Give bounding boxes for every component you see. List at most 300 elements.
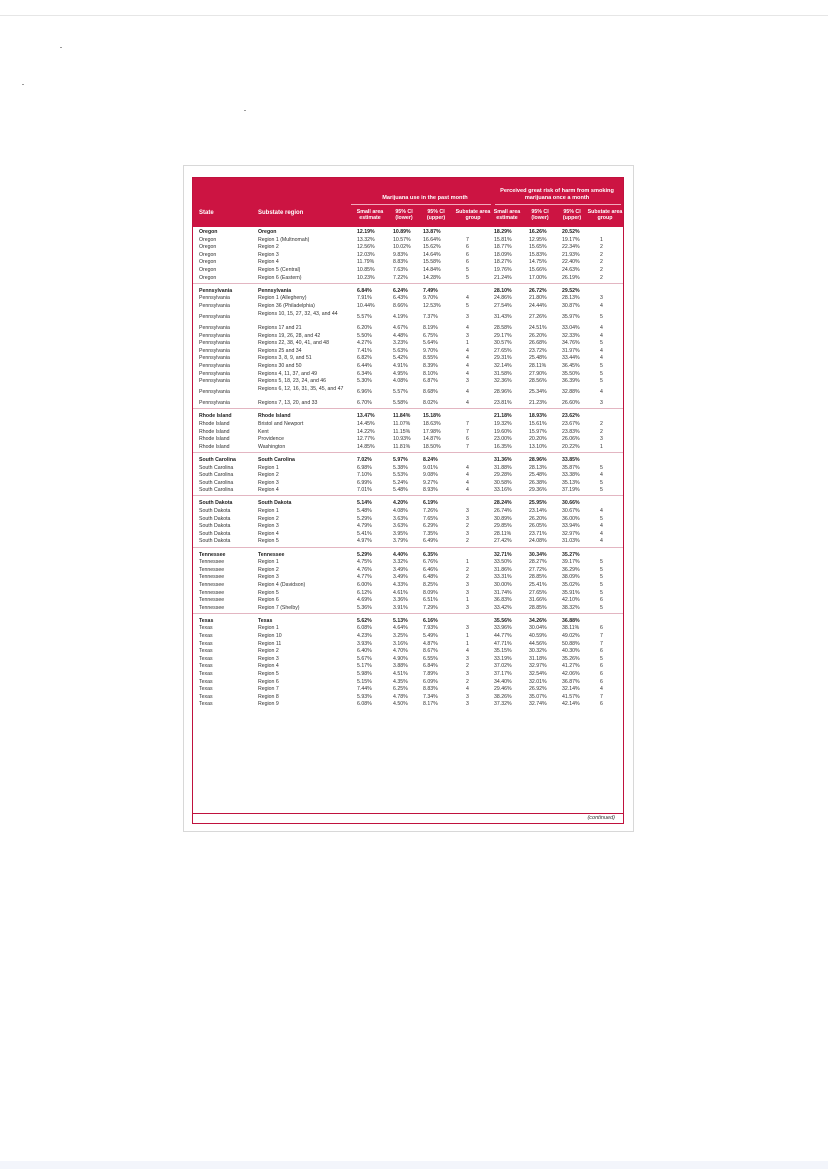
cell-v4: 33.50%: [494, 559, 512, 566]
cell-g2: 5: [600, 370, 603, 377]
cell-g1: 4: [466, 464, 469, 471]
cell-region: Region 6: [258, 678, 279, 685]
cell-g1: 7: [466, 236, 469, 243]
cell-g1: 4: [466, 295, 469, 302]
cell-state: Texas: [199, 701, 213, 708]
cell-v6: 33.85%: [562, 456, 580, 463]
cell-v4: 35.56%: [494, 617, 512, 624]
cell-v3: 8.83%: [423, 686, 438, 693]
cell-region: Kent: [258, 428, 269, 435]
cell-region: South Dakota: [258, 500, 292, 507]
cell-v3: 8.68%: [423, 388, 438, 395]
cell-v1: 14.85%: [357, 443, 375, 450]
cell-region: Region 1 (Multnomah): [258, 236, 310, 243]
cell-v1: 7.41%: [357, 347, 372, 354]
cell-v5: 24.44%: [529, 302, 547, 309]
cell-v3: 15.18%: [423, 413, 441, 420]
cell-v6: 35.87%: [562, 464, 580, 471]
cell-state: South Carolina: [199, 464, 234, 471]
cell-state: Pennsylvania: [199, 287, 233, 294]
cell-g1: 3: [466, 671, 469, 677]
cell-g1: 6: [466, 436, 469, 443]
cell-v4: 28.10%: [494, 287, 512, 294]
table-row: [193, 486, 623, 494]
cell-v6: 35.13%: [562, 479, 580, 486]
cell-v4: 47.71%: [494, 640, 512, 647]
cell-state: Oregon: [199, 274, 217, 281]
cell-v6: 24.63%: [562, 267, 580, 273]
cell-region: Oregon: [258, 229, 277, 235]
cell-g1: 6: [466, 251, 469, 258]
cell-state: South Dakota: [199, 515, 231, 522]
cell-v2: 5.13%: [393, 617, 408, 624]
cell-v1: 7.02%: [357, 456, 372, 463]
cell-g2: 2: [600, 251, 603, 258]
cell-g2: 6: [600, 701, 603, 708]
cell-v4: 31.43%: [494, 313, 512, 320]
cell-v6: 35.97%: [562, 313, 580, 320]
cell-state: Texas: [199, 663, 213, 670]
cell-g2: 2: [600, 274, 603, 281]
cell-v2: 6.43%: [393, 295, 408, 302]
cell-state: South Dakota: [199, 523, 231, 530]
cell-region: Regions 19, 26, 28, and 42: [258, 332, 321, 339]
table-row: [193, 274, 623, 282]
cell-v4: 33.31%: [494, 574, 512, 581]
cell-v3: 6.49%: [423, 538, 438, 545]
cell-v3: 9.70%: [423, 347, 438, 354]
cell-v3: 7.37%: [423, 313, 438, 320]
cell-g2: 6: [600, 625, 603, 632]
cell-g2: 6: [600, 648, 603, 655]
cell-region: Region 4: [258, 663, 279, 670]
cell-v1: 4.77%: [357, 574, 372, 581]
cell-region: Region 6 (Eastern): [258, 274, 302, 281]
cell-v1: 6.34%: [357, 370, 372, 377]
cell-v5: 15.97%: [529, 428, 547, 435]
cell-v2: 7.63%: [393, 267, 408, 273]
cell-v5: 32.54%: [529, 671, 547, 677]
cell-g2: 5: [600, 581, 603, 588]
cell-v6: 35.02%: [562, 581, 580, 588]
cell-g2: 5: [600, 340, 603, 347]
table-row: [193, 604, 623, 612]
cell-v2: 3.16%: [393, 640, 408, 647]
cell-g2: 5: [600, 464, 603, 471]
cell-v2: 5.58%: [393, 400, 408, 407]
cell-v6: 36.88%: [562, 617, 580, 624]
cell-g2: 5: [600, 363, 603, 369]
cell-region: Region 4: [258, 259, 279, 266]
table-row: [193, 399, 623, 407]
cell-v2: 8.66%: [393, 302, 408, 309]
cell-v3: 7.26%: [423, 508, 438, 514]
cell-v5: 17.00%: [529, 274, 547, 281]
section-divider: [193, 495, 623, 496]
cell-g2: 5: [600, 566, 603, 573]
cell-v3: 17.98%: [423, 428, 441, 435]
cell-v5: 26.05%: [529, 523, 547, 530]
cell-v1: 6.00%: [357, 581, 372, 588]
cell-region: Region 5: [258, 589, 279, 596]
cell-g2: 4: [600, 538, 603, 545]
cell-region: Regions 17 and 21: [258, 325, 302, 331]
cell-v6: 30.67%: [562, 508, 580, 514]
cell-g1: 6: [466, 259, 469, 266]
cell-v5: 35.07%: [529, 693, 547, 700]
cell-v1: 7.01%: [357, 487, 372, 494]
table-row: [193, 385, 623, 400]
cell-state: Texas: [199, 648, 213, 655]
cell-v6: 32.88%: [562, 388, 580, 395]
cell-v4: 33.19%: [494, 655, 512, 662]
cell-v1: 14.22%: [357, 428, 375, 435]
cell-g1: 3: [466, 581, 469, 588]
cell-v2: 4.90%: [393, 655, 408, 662]
cell-v1: 10.85%: [357, 267, 375, 273]
cell-v2: 9.83%: [393, 251, 408, 258]
cell-v1: 13.32%: [357, 236, 375, 243]
cell-v4: 19.76%: [494, 267, 512, 273]
cell-state: Tennessee: [199, 559, 225, 566]
cell-v3: 6.46%: [423, 566, 438, 573]
cell-region: Region 1: [258, 625, 279, 632]
cell-v6: 21.93%: [562, 251, 580, 258]
cell-region: Region 1: [258, 559, 279, 566]
cell-g2: 7: [600, 693, 603, 700]
cell-v6: 19.17%: [562, 236, 580, 243]
cell-v6: 36.00%: [562, 515, 580, 522]
header-region: Substate region: [258, 210, 304, 216]
cell-v2: 3.25%: [393, 633, 408, 639]
cell-v5: 26.20%: [529, 332, 547, 339]
cell-v3: 7.34%: [423, 693, 438, 700]
cell-v2: 8.83%: [393, 259, 408, 266]
table-row: [193, 310, 623, 325]
cell-state: South Carolina: [199, 456, 236, 463]
cell-region: Region 2: [258, 472, 279, 479]
cell-v3: 12.53%: [423, 302, 441, 309]
cell-v5: 44.56%: [529, 640, 547, 647]
cell-v3: 7.89%: [423, 671, 438, 677]
cell-v2: 4.91%: [393, 363, 408, 369]
cell-v2: 6.24%: [393, 287, 408, 294]
cell-v5: 13.10%: [529, 443, 547, 450]
cell-region: Region 3: [258, 251, 279, 258]
cell-v2: 5.42%: [393, 355, 408, 362]
cell-v6: 28.13%: [562, 295, 580, 302]
cell-v4: 23.00%: [494, 436, 512, 443]
cell-v3: 7.93%: [423, 625, 438, 632]
cell-v4: 33.16%: [494, 487, 512, 494]
cell-g1: 1: [466, 633, 469, 639]
header-group-risk: Perceived great risk of harm from smoking marijuana once a month: [500, 188, 614, 201]
cell-v4: 27.54%: [494, 302, 512, 309]
cell-v5: 27.72%: [529, 566, 547, 573]
cell-v3: 13.87%: [423, 229, 441, 235]
cell-state: Texas: [199, 655, 213, 662]
cell-v1: 5.98%: [357, 671, 372, 677]
cell-v2: 4.95%: [393, 370, 408, 377]
scan-speck: [60, 47, 62, 48]
cell-v6: 31.97%: [562, 347, 580, 354]
cell-v5: 26.20%: [529, 515, 547, 522]
cell-v1: 4.27%: [357, 340, 372, 347]
cell-g1: 2: [466, 538, 469, 545]
cell-v6: 29.52%: [562, 287, 580, 294]
cell-state: Oregon: [199, 267, 217, 273]
cell-v1: 12.77%: [357, 436, 375, 443]
cell-v5: 15.61%: [529, 421, 547, 427]
cell-v5: 27.65%: [529, 589, 547, 596]
cell-g2: 4: [600, 332, 603, 339]
cell-state: Pennsylvania: [199, 332, 230, 339]
cell-v4: 30.00%: [494, 581, 512, 588]
cell-v4: 16.35%: [494, 443, 512, 450]
cell-v2: 10.57%: [393, 236, 411, 243]
cell-v4: 32.71%: [494, 551, 512, 558]
cell-v2: 10.89%: [393, 229, 411, 235]
cell-g1: 2: [466, 523, 469, 530]
cell-g2: 5: [600, 559, 603, 566]
cell-region: Rhode Island: [258, 413, 291, 420]
cell-v6: 40.30%: [562, 648, 580, 655]
cell-g1: 6: [466, 244, 469, 251]
cell-state: Texas: [199, 678, 213, 685]
cell-v6: 41.27%: [562, 663, 580, 670]
cell-v1: 12.19%: [357, 229, 375, 235]
cell-state: Oregon: [199, 229, 218, 235]
cell-v4: 35.15%: [494, 648, 512, 655]
cell-state: Oregon: [199, 236, 217, 243]
cell-v3: 8.55%: [423, 355, 438, 362]
cell-v4: 34.40%: [494, 678, 512, 685]
scan-speck: [22, 84, 24, 85]
cell-g2: 6: [600, 671, 603, 677]
cell-v2: 5.38%: [393, 464, 408, 471]
cell-g1: 7: [466, 428, 469, 435]
cell-g2: 5: [600, 378, 603, 385]
cell-v6: 26.60%: [562, 400, 580, 407]
cell-v3: 8.67%: [423, 648, 438, 655]
cell-v2: 3.63%: [393, 515, 408, 522]
cell-v3: 6.16%: [423, 617, 438, 624]
cell-g1: 3: [466, 530, 469, 537]
cell-v4: 29.85%: [494, 523, 512, 530]
cell-v3: 6.55%: [423, 655, 438, 662]
cell-region: Region 4: [258, 487, 279, 494]
cell-region: Region 1: [258, 508, 279, 514]
cell-v6: 31.03%: [562, 538, 580, 545]
bottom-edge: [0, 1161, 828, 1169]
cell-g1: 3: [466, 693, 469, 700]
cell-g1: 3: [466, 378, 469, 385]
table-row: [193, 537, 623, 545]
cell-v4: 30.89%: [494, 515, 512, 522]
cell-region: Region 2: [258, 515, 279, 522]
cell-v5: 25.48%: [529, 472, 547, 479]
cell-v6: 23.62%: [562, 413, 580, 420]
cell-v1: 5.48%: [357, 508, 372, 514]
cell-state: Tennessee: [199, 581, 225, 588]
cell-region: Tennessee: [258, 551, 285, 558]
cell-state: Texas: [199, 625, 213, 632]
cell-v4: 18.27%: [494, 259, 512, 266]
cell-v1: 4.23%: [357, 633, 372, 639]
cell-v6: 26.06%: [562, 436, 580, 443]
cell-v2: 5.57%: [393, 388, 408, 395]
cell-v1: 4.76%: [357, 566, 372, 573]
section-divider: [193, 283, 623, 284]
cell-region: Region 6: [258, 597, 279, 604]
cell-state: Tennessee: [199, 551, 226, 558]
cell-v1: 14.45%: [357, 421, 375, 427]
cell-state: Pennsylvania: [199, 347, 230, 354]
cell-v2: 5.97%: [393, 456, 408, 463]
cell-v6: 30.87%: [562, 302, 580, 309]
cell-v3: 5.49%: [423, 633, 438, 639]
cell-v5: 27.26%: [529, 313, 547, 320]
cell-v2: 3.36%: [393, 597, 408, 604]
cell-state: South Carolina: [199, 472, 234, 479]
data-table: [192, 177, 624, 824]
cell-v1: 11.79%: [357, 259, 375, 266]
cell-v2: 4.33%: [393, 581, 408, 588]
cell-v3: 18.63%: [423, 421, 441, 427]
cell-g1: 2: [466, 678, 469, 685]
cell-g2: 5: [600, 589, 603, 596]
cell-g2: 3: [600, 295, 603, 302]
cell-v4: 28.24%: [494, 500, 512, 507]
top-rule: [0, 15, 828, 16]
cell-g2: 2: [600, 428, 603, 435]
cell-region: Pennsylvania: [258, 287, 292, 294]
header-ci-upper-1: 95% CI (upper): [426, 209, 446, 221]
cell-g2: 6: [600, 663, 603, 670]
cell-g1: 3: [466, 604, 469, 611]
cell-v2: 4.64%: [393, 625, 408, 632]
cell-region: South Carolina: [258, 456, 295, 463]
cell-g2: 2: [600, 244, 603, 251]
cell-v5: 12.95%: [529, 236, 547, 243]
cell-v4: 31.86%: [494, 566, 512, 573]
cell-v4: 18.09%: [494, 251, 512, 258]
cell-v2: 11.15%: [393, 428, 411, 435]
cell-v3: 8.19%: [423, 325, 438, 331]
cell-v1: 6.08%: [357, 625, 372, 632]
cell-v2: 5.63%: [393, 347, 408, 354]
cell-v1: 6.44%: [357, 363, 372, 369]
cell-g1: 2: [466, 566, 469, 573]
cell-v1: 5.14%: [357, 500, 372, 507]
cell-v4: 32.36%: [494, 378, 512, 385]
cell-v6: 42.14%: [562, 701, 580, 708]
cell-v2: 3.49%: [393, 566, 408, 573]
cell-v6: 32.33%: [562, 332, 580, 339]
cell-v4: 19.60%: [494, 428, 512, 435]
cell-v2: 4.40%: [393, 551, 408, 558]
cell-g1: 5: [466, 302, 469, 309]
cell-v6: 39.17%: [562, 559, 580, 566]
cell-g1: 4: [466, 686, 469, 693]
cell-v6: 37.19%: [562, 487, 580, 494]
cell-v3: 7.49%: [423, 287, 438, 294]
cell-state: Tennessee: [199, 566, 225, 573]
cell-v1: 5.67%: [357, 655, 372, 662]
cell-v4: 31.74%: [494, 589, 512, 596]
cell-v2: 7.22%: [393, 274, 408, 281]
cell-g1: 3: [466, 313, 469, 320]
cell-v1: 12.03%: [357, 251, 375, 258]
cell-region: Providence: [258, 436, 284, 443]
cell-state: Oregon: [199, 259, 217, 266]
cell-v5: 28.11%: [529, 363, 547, 369]
header-estimate-1: Small area estimate: [356, 209, 384, 221]
cell-g1: 3: [466, 655, 469, 662]
cell-v3: 7.35%: [423, 530, 438, 537]
cell-v1: 5.41%: [357, 530, 372, 537]
section-divider: [193, 452, 623, 453]
cell-v5: 28.85%: [529, 604, 547, 611]
cell-v5: 26.72%: [529, 287, 547, 294]
header-group-1: Substate area group: [455, 209, 491, 221]
cell-v1: 7.91%: [357, 295, 372, 302]
cell-v4: 24.86%: [494, 295, 512, 302]
cell-v1: 5.29%: [357, 515, 372, 522]
cell-v1: 5.93%: [357, 693, 372, 700]
cell-v5: 24.08%: [529, 538, 547, 545]
cell-v6: 35.26%: [562, 655, 580, 662]
section-divider: [193, 408, 623, 409]
cell-v4: 18.29%: [494, 229, 512, 235]
cell-state: Pennsylvania: [199, 355, 230, 362]
cell-g2: 2: [600, 259, 603, 266]
cell-state: Pennsylvania: [199, 302, 230, 309]
cell-v1: 5.50%: [357, 332, 372, 339]
cell-v6: 23.67%: [562, 421, 580, 427]
cell-v1: 5.62%: [357, 617, 372, 624]
cell-v4: 30.58%: [494, 479, 512, 486]
cell-v4: 19.32%: [494, 421, 512, 427]
cell-v2: 3.95%: [393, 530, 408, 537]
cell-v4: 31.88%: [494, 464, 512, 471]
cell-v3: 6.87%: [423, 378, 438, 385]
cell-v2: 4.20%: [393, 500, 408, 507]
cell-state: Texas: [199, 686, 213, 693]
cell-g1: 4: [466, 347, 469, 354]
cell-state: Pennsylvania: [199, 370, 230, 377]
cell-v1: 6.84%: [357, 287, 372, 294]
cell-v5: 21.80%: [529, 295, 547, 302]
cell-state: Tennessee: [199, 604, 225, 611]
cell-v5: 26.68%: [529, 340, 547, 347]
cell-v1: 7.44%: [357, 686, 372, 693]
cell-state: Pennsylvania: [199, 378, 230, 385]
cell-v2: 3.32%: [393, 559, 408, 566]
cell-g2: 7: [600, 633, 603, 639]
cell-v2: 10.93%: [393, 436, 411, 443]
cell-v2: 6.25%: [393, 686, 408, 693]
cell-g2: 5: [600, 479, 603, 486]
cell-v1: 12.56%: [357, 244, 375, 251]
scan-speck: [244, 110, 246, 111]
cell-state: Tennessee: [199, 597, 225, 604]
cell-state: Pennsylvania: [199, 313, 230, 320]
cell-v5: 16.26%: [529, 229, 547, 235]
cell-v4: 15.81%: [494, 236, 512, 243]
header-group-risk-rule: [495, 204, 621, 205]
cell-g2: 2: [600, 421, 603, 427]
